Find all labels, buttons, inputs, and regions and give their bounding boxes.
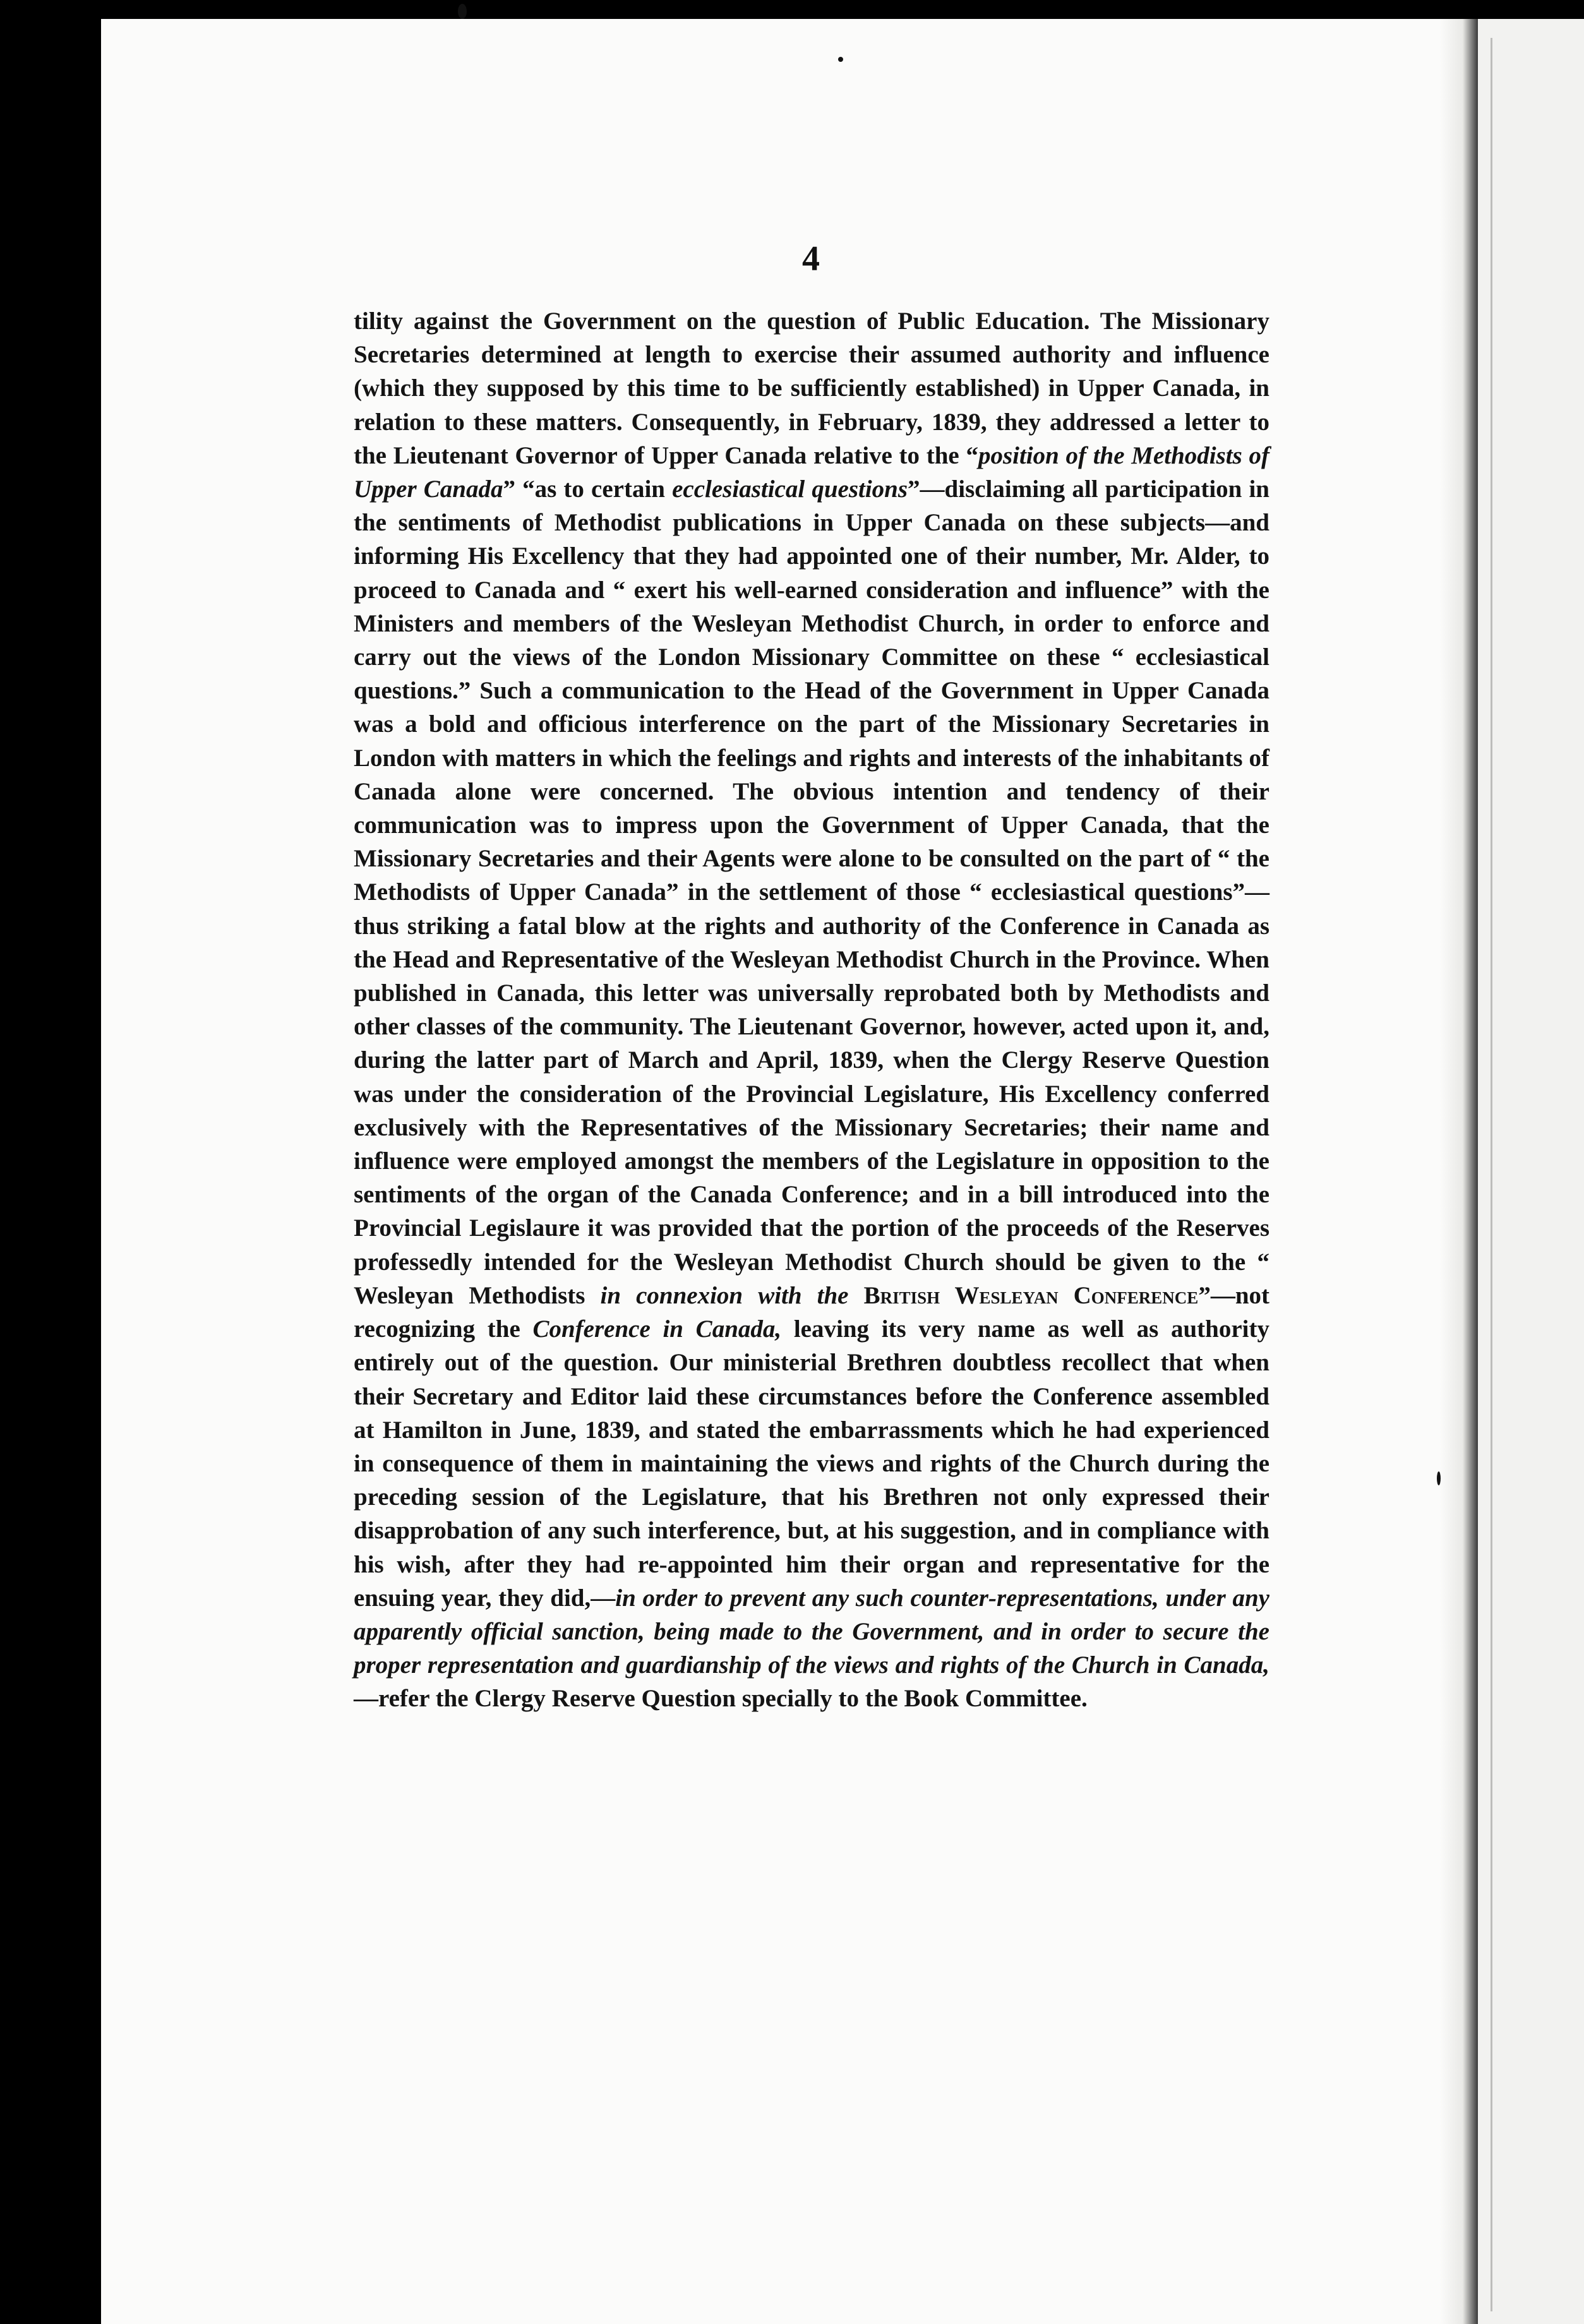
small-caps-segment: British Wesleyan Conference: [863, 1281, 1199, 1309]
text-segment: —refer the Clergy Reserve Question specially to the Book Committee.: [354, 1685, 1088, 1713]
ink-speck: [1437, 1471, 1441, 1485]
italic-segment: in order to prevent any such counter-representations, under any apparently official sanction, being made to the Government, and in order to secure the proper representation and guardianship of the views and rights of the Church in Canada,: [354, 1584, 1269, 1679]
ink-speck: [838, 57, 843, 62]
page-edge-shadow: [1440, 19, 1478, 2324]
text-segment: leaving its very name as well as authority entirely out of the question. Our ministerial Brethren doubtless recollect that when their Secretary and Editor laid these circumstances before the Conference assembled at Hamilton in June, 1839, and stated the embarrassments which he had experienced in consequence of them in maintaining the views and rights of the Church during the preceding session of the Legislature, that his Brethren not only expressed their disapprobation of any such interference, but, at his suggestion, and in compliance with his wish, after they had re-appointed him their organ and representative for the ensuing year, they did,—: [354, 1315, 1269, 1612]
text-segment: ”—disclaiming all participation in the sentiments of Methodist publications in Upper Canada on these subjects—and informing His Excellency that they had appointed one of their number, Mr. Alder, to proceed to Canada and “ exert his well-earned consideration and influence” with the Ministers and members of the Wesleyan Methodist Church, in order to enforce and carry out the views of the London Missionary Committee on these “ ecclesiastical questions.” Such a communication to the Head of the Government in Upper Canada was a bold and officious interference on the part of the Missionary Secretaries in London with matters in which the feelings and rights and interests of the inhabitants of Canada alone were concerned. The obvious intention and tendency of their communication was to impress upon the Government of Upper Canada, that the Missionary Secretaries and their Agents were alone to be consulted on the part of “ the Methodists of Upper Canada” in the settlement of those “ ecclesiastical questions”—thus striking a fatal blow at the rights and authority of the Conference in Canada as the Head and Representative of the Wesleyan Methodist Church in the Province. When published in Canada, this letter was universally reprobated both by Methodists and other classes of the community. The Lieutenant Governor, however, acted upon it, and, during the latter part of March and April, 1839, when the Clergy Reserve Question was under the consideration of the Provincial Legislature, His Excellency conferred exclusively with the Representatives of the Missionary Secretaries; their name and influence were employed amongst the members of the Legislature in opposition to the sentiments of the organ of the Canada Conference; and in a bill introduced into the Provincial Legislaure it was provided that the portion of the proceeds of the Reserves professedly intended for the Wesleyan Methodist Church should be given to the “ Wesleyan Methodists: [354, 476, 1269, 1309]
italic-segment: in connexion with the: [600, 1281, 849, 1309]
italic-segment: ecclesiastical questions: [672, 476, 908, 503]
adjacent-page-edge-line: [1491, 38, 1492, 2311]
text-segment: [849, 1282, 864, 1309]
text-segment: ”—not recognizing the: [354, 1281, 1270, 1343]
text-segment: tility against the Government on the question of Public Education. The Missionary Secretaries determined at length to exercise their assumed authority and influence (which they supposed by this time to be sufficiently established) in Upper Canada, in relation to these matters. Consequently, in February, 1839, they addressed a letter to the Lieutenant Governor of Upper Canada relative to the “: [354, 308, 1269, 469]
ink-speck: [458, 4, 467, 19]
body-text: [354, 304, 1269, 1716]
adjacent-page-strip: [1478, 19, 1584, 2324]
text-segment: ” “as to certain: [503, 476, 673, 503]
italic-segment: Conference in Canada,: [532, 1315, 782, 1343]
page-number: 4: [802, 239, 820, 279]
italic-segment: position of the Methodists of Upper Canada: [354, 441, 1269, 503]
